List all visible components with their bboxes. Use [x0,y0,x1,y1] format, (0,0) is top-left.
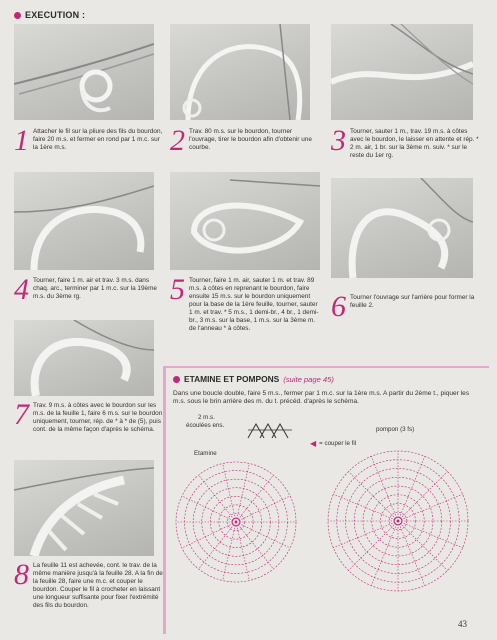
step-text: Trav. 80 m.s. sur le bourdon, tourner l'ouvrage, tirer le bourdon afin d'obtenir une courbe. [189,128,312,151]
step-number: 7 [14,398,29,431]
chart-spoke [236,522,249,580]
step-5 [170,273,322,333]
ecoulees-symbol [246,420,294,440]
etamine-suite: (suite page 45) [283,374,334,384]
photo-step-2 [170,24,310,120]
step-number: 8 [14,558,29,591]
step-text: Trav. 9 m.s. à côtes avec le bourdon sur les m.s. de la feuille 1, faire 6 m.s. sur le bourdon uniquement, tourner, rép. de * à * de (5), puis cont. de la même façon d'après le schéma. [33,402,163,433]
bullet-icon [173,376,180,383]
section-heading [14,10,85,20]
step-number: 5 [170,273,185,306]
etamine-heading [173,374,334,384]
step-2 [170,124,320,157]
step-text: La feuille 11 est achevée, cont. le trav. de la même manière jusqu'à la feuille 28. A la fin de la feuille 28, faire une m.c. et couper le bourdon. Couper le fil à crocheter en laissant une longueur suffisante pour fixer l'extrémité des fils du bourdon. [33,562,163,609]
photo-step-5 [170,172,320,270]
step-number: 6 [331,290,346,323]
chart-spoke [398,472,447,521]
chart-spoke [236,522,290,548]
photo-step-6 [331,178,473,278]
label-couper: = couper le fil [319,440,357,447]
pompon-diagram [310,446,486,596]
etamine-diagram [168,456,304,588]
step-text: Tourner, faire 1 m. air, sauter 1 m. et trav. 89 m.s. à côtes en reprenant le bourdon, faire ensuite 15 m.s. sur le bourdon uniquement pour la base de la 1ère feuille, tourner, sauter 1 m. et trav. * 5 m.s., 1 demi-br., 4 br., 1 demi-br., 3 m.s. sur la base, 1 m.s. sur la 3ème m. de l'anneau * à côtes. [189,277,319,332]
step-text: Attacher le fil sur la pliure des fils du bourdon, faire 20 m.s. et fermer en rond par 1 m.c. sur la 1ère m.s. [33,128,163,151]
arrow-icon: ◀ [310,439,317,448]
step-text: Tourner, sauter 1 m., trav. 19 m.s. à côtes avec le bourdon, le laisser en attente et rép. * 2 m. air, 1 br. sur la 3ème m. suiv. * sur le reste du 1er rg. [350,128,479,159]
chart-spoke [182,496,236,522]
label-ms: 2 m.s. [198,414,215,421]
step-4 [14,273,164,306]
label-etamine: Etamine [194,450,217,457]
step-8 [14,558,164,610]
section-divider [163,366,489,368]
page-number: 43 [458,619,467,629]
chart-spoke [223,464,236,522]
chart-spoke [182,522,236,548]
chart-spoke [236,464,249,522]
section-rule [163,366,166,634]
chart-spoke [223,522,236,580]
etamine-title: ETAMINE ET POMPONS [184,374,280,384]
photo-step-3 [331,24,473,120]
step-number: 3 [331,124,346,157]
etamine-instructions: Dans une boucle double, faire 5 m.s., fermer par 1 m.c. sur la 1ère m.s. A partir du 2ème t., piquer les m.s. sous le brin arrière des m. du t. précéd. d'après le schéma. [173,390,470,405]
photo-step-4 [14,172,154,270]
step-7 [14,398,164,434]
label-pompon: pompon (3 fs) [376,426,415,433]
section-title: EXECUTION : [25,10,86,20]
photo-step-1 [14,24,154,120]
step-number: 4 [14,273,29,306]
bullet-icon [14,12,21,19]
label-ecoulees: écoulées ens. [186,422,225,429]
step-text: Tourner, faire 1 m. air et trav. 3 m.s. dans chaq. arc., terminer par 1 m.c. sur la 19ème m.s. du 3ème rg. [33,277,157,300]
step-3 [331,124,481,160]
step-6 [331,290,481,323]
photo-step-8 [14,460,154,556]
step-number: 1 [14,124,29,157]
chart-spoke [398,521,447,570]
step-number: 2 [170,124,185,157]
photo-step-7 [14,320,154,396]
step-1 [14,124,164,157]
step-text: Tourner l'ouvrage sur l'arrière pour former la feuille 2. [350,294,475,309]
chart-spoke [236,496,290,522]
